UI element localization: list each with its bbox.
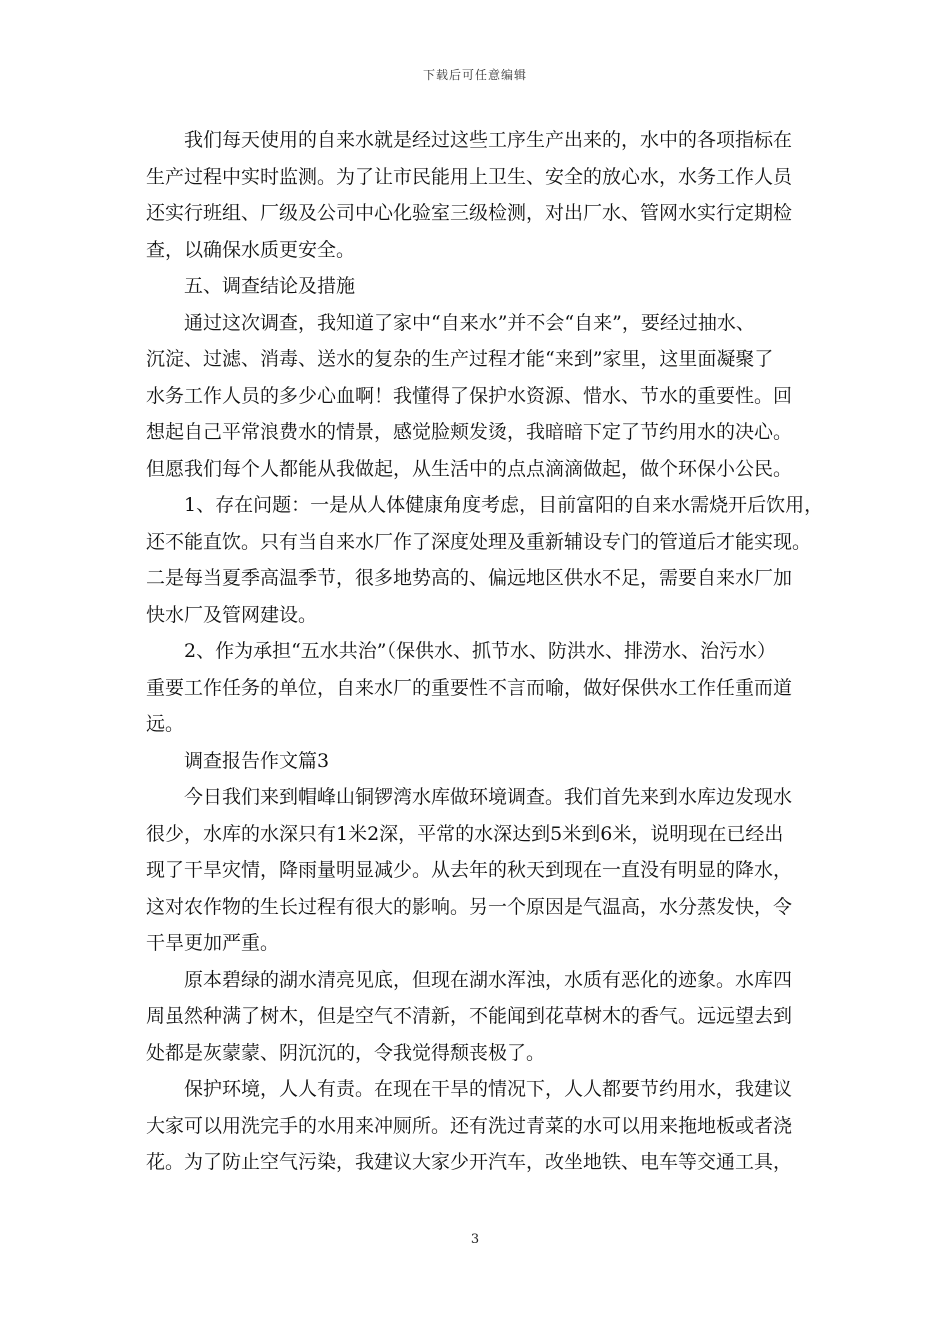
page-header: 下载后可任意编辑: [422, 68, 527, 82]
text-line: 还实行班组、厂级及公司中心化验室三级检测，对出厂水、管网水实行定期检: [146, 202, 793, 224]
text-line: 但愿我们每个人都能从我做起，从生活中的点点滴滴做起，做个环保小公民。: [146, 457, 793, 480]
text-line: 调查报告作文篇3: [184, 749, 330, 772]
text-line: 现了干旱灾情，降雨量明显减少。从去年的秋天到现在一直没有明显的降水，: [146, 859, 793, 881]
text-line: 保护环境，人人有责。在现在干旱的情况下，人人都要节约用水，我建议: [184, 1078, 793, 1100]
text-line: 生产过程中实时监测。为了让市民能用上卫生、安全的放心水，水务工作人员: [146, 165, 793, 188]
text-line: 原本碧绿的湖水清亮见底，但现在湖水浑浊，水质有恶化的迹象。水库四: [184, 968, 793, 991]
text-line: 沉淀、过滤、消毒、送水的复杂的生产过程才能“来到”家里，这里面凝聚了: [146, 348, 774, 370]
text-line: 1、存在问题：一是从人体健康角度考虑，目前富阳的自来水需烧开后饮用，: [184, 494, 824, 516]
text-line: 还不能直饮。只有当自来水厂作了深度处理及重新辅设专门的管道后才能实现。: [146, 530, 812, 553]
text-line: 今日我们来到帽峰山铜锣湾水库做环境调查。我们首先来到水库边发现水: [184, 786, 793, 808]
text-line: 花。为了防止空气污染，我建议大家少开汽车，改坐地铁、电车等交通工具，: [146, 1151, 793, 1173]
text-line: 二是每当夏季高温季节，很多地势高的、偏远地区供水不足，需要自来水厂加: [146, 567, 793, 589]
text-line: 远。: [146, 713, 185, 735]
text-line: 很少，水库的水深只有1米2深，平常的水深达到5米到6米，说明现在已经出: [146, 822, 784, 845]
text-line: 干旱更加严重。: [146, 932, 280, 954]
text-line: 快水厂及管网建设。: [146, 603, 318, 626]
text-line: 大家可以用洗完手的水用来冲厕所。还有洗过青菜的水可以用来拖地板或者浇: [146, 1114, 793, 1137]
text-line: 处都是灰蒙蒙、阴沉沉的，令我觉得颓丧极了。: [146, 1041, 546, 1064]
text-line: 周虽然种满了树木，但是空气不清新，不能闻到花草树木的香气。远远望去到: [146, 1005, 793, 1027]
text-line: 水务工作人员的多少心血啊！我懂得了保护水资源、惜水、节水的重要性。回: [146, 384, 793, 407]
text-line: 2、作为承担“五水共治”（保供水、抓节水、防洪水、排涝水、治污水）: [184, 640, 777, 662]
text-line: 通过这次调查，我知道了家中“自来水”并不会“自来”，要经过抽水、: [184, 311, 755, 334]
text-line: 查，以确保水质更安全。: [146, 238, 356, 261]
text-line: 这对农作物的生长过程有很大的影响。另一个原因是气温高，水分蒸发快，令: [146, 895, 793, 918]
text-line: 我们每天使用的自来水就是经过这些工序生产出来的，水中的各项指标在: [184, 129, 793, 151]
page-number: 3: [470, 1232, 480, 1247]
text-line: 五、调查结论及措施: [184, 275, 356, 297]
text-line: 重要工作任务的单位，自来水厂的重要性不言而喻，做好保供水工作任重而道: [146, 676, 793, 699]
text-line: 想起自己平常浪费水的情景，感觉脸颊发烫，我暗暗下定了节约用水的决心。: [146, 421, 793, 443]
document-body: [146, 122, 824, 1181]
